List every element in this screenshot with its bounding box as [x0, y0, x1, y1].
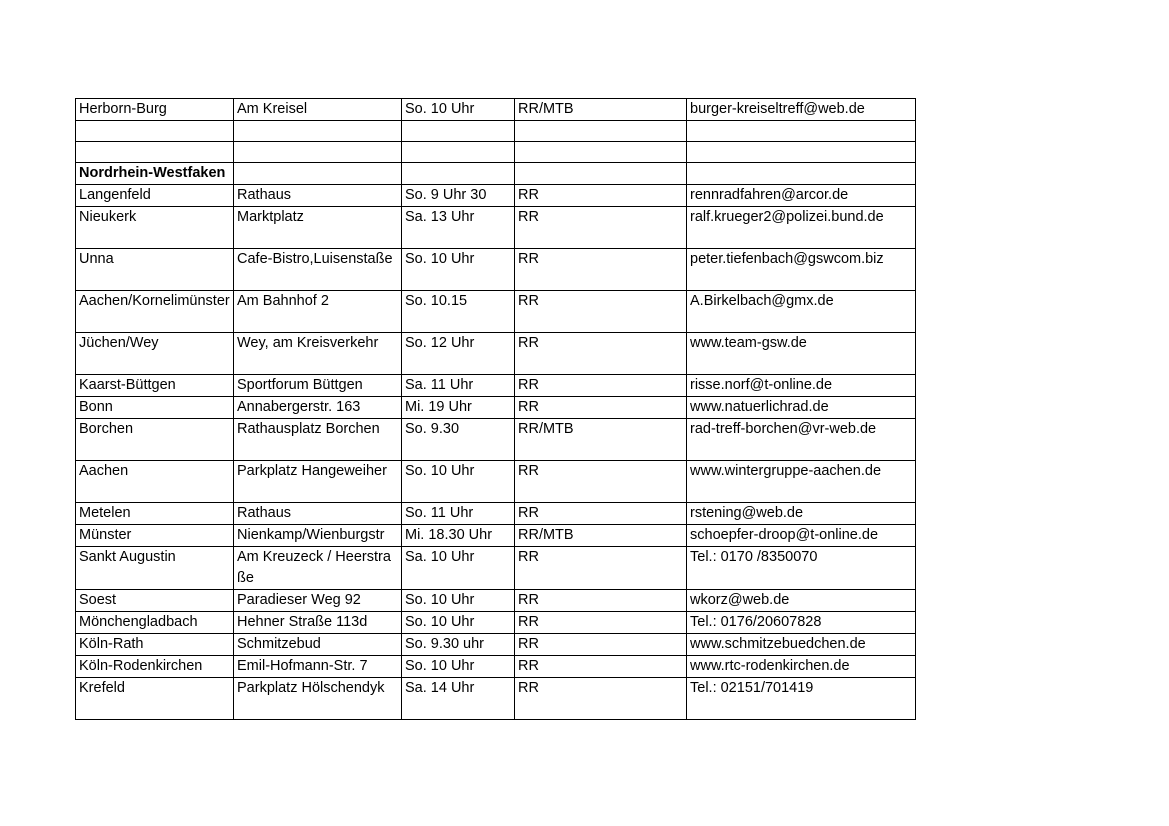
location-cell: Parkplatz Hangeweiher [234, 461, 402, 503]
location-cell: Am Kreuzeck / Heerstraße [234, 547, 402, 590]
city-cell: Mönchengladbach [76, 612, 234, 634]
city-cell: Nieukerk [76, 207, 234, 249]
location-cell [234, 142, 402, 163]
city-cell: Jüchen/Wey [76, 333, 234, 375]
location-cell: Emil-Hofmann-Str. 7 [234, 656, 402, 678]
table-row [76, 99, 916, 121]
time-cell: Sa. 10 Uhr [402, 547, 515, 590]
table-row [76, 142, 916, 163]
location-cell: Am Bahnhof 2 [234, 291, 402, 333]
table-body [76, 99, 916, 720]
type-cell: RR [515, 547, 687, 590]
city-cell: Kaarst-Büttgen [76, 375, 234, 397]
city-cell: Sankt Augustin [76, 547, 234, 590]
contact-cell [687, 121, 916, 142]
contact-cell: www.team-gsw.de [687, 333, 916, 375]
time-cell: So. 9 Uhr 30 [402, 185, 515, 207]
time-cell: So. 9.30 uhr [402, 634, 515, 656]
type-cell: RR/MTB [515, 419, 687, 461]
time-cell: So. 10 Uhr [402, 249, 515, 291]
contact-cell: risse.norf@t-online.de [687, 375, 916, 397]
type-cell: RR [515, 207, 687, 249]
time-cell: So. 12 Uhr [402, 333, 515, 375]
location-cell: Paradieser Weg 92 [234, 590, 402, 612]
type-cell: RR [515, 461, 687, 503]
time-cell: So. 10 Uhr [402, 656, 515, 678]
location-cell: Parkplatz Hölschendyk [234, 678, 402, 720]
contact-cell: www.schmitzebuedchen.de [687, 634, 916, 656]
contact-cell: www.rtc-rodenkirchen.de [687, 656, 916, 678]
type-cell: RR [515, 678, 687, 720]
table-row [76, 375, 916, 397]
table-row [76, 121, 916, 142]
time-cell: So. 10 Uhr [402, 461, 515, 503]
contact-cell: rstening@web.de [687, 503, 916, 525]
table-row [76, 634, 916, 656]
type-cell [515, 121, 687, 142]
type-cell: RR [515, 291, 687, 333]
contact-cell: Tel.: 0170 /8350070 [687, 547, 916, 590]
city-cell: Köln-Rodenkirchen [76, 656, 234, 678]
time-cell: So. 9.30 [402, 419, 515, 461]
table-row [76, 249, 916, 291]
time-cell: Sa. 11 Uhr [402, 375, 515, 397]
city-cell: Aachen [76, 461, 234, 503]
type-cell: RR [515, 656, 687, 678]
contact-cell: Tel.: 0176/20607828 [687, 612, 916, 634]
table-row [76, 678, 916, 720]
meeting-points-table [75, 98, 916, 720]
location-cell [234, 163, 402, 185]
location-cell: Rathausplatz Borchen [234, 419, 402, 461]
table-row [76, 547, 916, 590]
contact-cell: www.wintergruppe-aachen.de [687, 461, 916, 503]
section-header-row [76, 163, 916, 185]
type-cell: RR [515, 185, 687, 207]
contact-cell [687, 142, 916, 163]
location-cell: Am Kreisel [234, 99, 402, 121]
location-cell: Cafe-Bistro,Luisenstaße [234, 249, 402, 291]
table-row [76, 185, 916, 207]
time-cell [402, 121, 515, 142]
location-cell: Rathaus [234, 503, 402, 525]
location-cell: Nienkamp/Wienburgstr [234, 525, 402, 547]
type-cell [515, 142, 687, 163]
city-cell: Aachen/Kornelimünster [76, 291, 234, 333]
time-cell: So. 11 Uhr [402, 503, 515, 525]
type-cell: RR [515, 590, 687, 612]
city-cell: Borchen [76, 419, 234, 461]
contact-cell: schoepfer-droop@t-online.de [687, 525, 916, 547]
table-row [76, 207, 916, 249]
type-cell: RR/MTB [515, 525, 687, 547]
city-cell: Unna [76, 249, 234, 291]
time-cell: Sa. 14 Uhr [402, 678, 515, 720]
contact-cell [687, 163, 916, 185]
table-row [76, 291, 916, 333]
time-cell: Mi. 18.30 Uhr [402, 525, 515, 547]
type-cell: RR [515, 503, 687, 525]
time-cell: So. 10 Uhr [402, 612, 515, 634]
city-cell: Krefeld [76, 678, 234, 720]
table-row [76, 397, 916, 419]
type-cell: RR/MTB [515, 99, 687, 121]
contact-cell: peter.tiefenbach@gswcom.biz [687, 249, 916, 291]
contact-cell: ralf.krueger2@polizei.bund.de [687, 207, 916, 249]
type-cell [515, 163, 687, 185]
type-cell: RR [515, 634, 687, 656]
type-cell: RR [515, 612, 687, 634]
contact-cell: Tel.: 02151/701419 [687, 678, 916, 720]
city-cell: Metelen [76, 503, 234, 525]
time-cell: Sa. 13 Uhr [402, 207, 515, 249]
city-cell: Soest [76, 590, 234, 612]
city-cell: Langenfeld [76, 185, 234, 207]
type-cell: RR [515, 249, 687, 291]
type-cell: RR [515, 375, 687, 397]
contact-cell: wkorz@web.de [687, 590, 916, 612]
table-row [76, 461, 916, 503]
location-cell [234, 121, 402, 142]
location-cell: Annabergerstr. 163 [234, 397, 402, 419]
location-cell: Schmitzebud [234, 634, 402, 656]
city-cell: Herborn-Burg [76, 99, 234, 121]
contact-cell: burger-kreiseltreff@web.de [687, 99, 916, 121]
location-cell: Rathaus [234, 185, 402, 207]
city-cell [76, 142, 234, 163]
time-cell: So. 10 Uhr [402, 99, 515, 121]
city-cell: Nordrhein-Westfaken [76, 163, 234, 185]
time-cell [402, 142, 515, 163]
location-cell: Hehner Straße 113d [234, 612, 402, 634]
time-cell [402, 163, 515, 185]
location-cell: Wey, am Kreisverkehr [234, 333, 402, 375]
contact-cell: A.Birkelbach@gmx.de [687, 291, 916, 333]
city-cell: Bonn [76, 397, 234, 419]
time-cell: So. 10.15 [402, 291, 515, 333]
time-cell: So. 10 Uhr [402, 590, 515, 612]
contact-cell: rad-treff-borchen@vr-web.de [687, 419, 916, 461]
table-row [76, 612, 916, 634]
table-row [76, 419, 916, 461]
table-row [76, 333, 916, 375]
location-cell: Sportforum Büttgen [234, 375, 402, 397]
table-row [76, 525, 916, 547]
type-cell: RR [515, 333, 687, 375]
table-row [76, 503, 916, 525]
table-row [76, 656, 916, 678]
location-cell: Marktplatz [234, 207, 402, 249]
contact-cell: www.natuerlichrad.de [687, 397, 916, 419]
time-cell: Mi. 19 Uhr [402, 397, 515, 419]
type-cell: RR [515, 397, 687, 419]
city-cell: Köln-Rath [76, 634, 234, 656]
table-row [76, 590, 916, 612]
city-cell: Münster [76, 525, 234, 547]
city-cell [76, 121, 234, 142]
contact-cell: rennradfahren@arcor.de [687, 185, 916, 207]
